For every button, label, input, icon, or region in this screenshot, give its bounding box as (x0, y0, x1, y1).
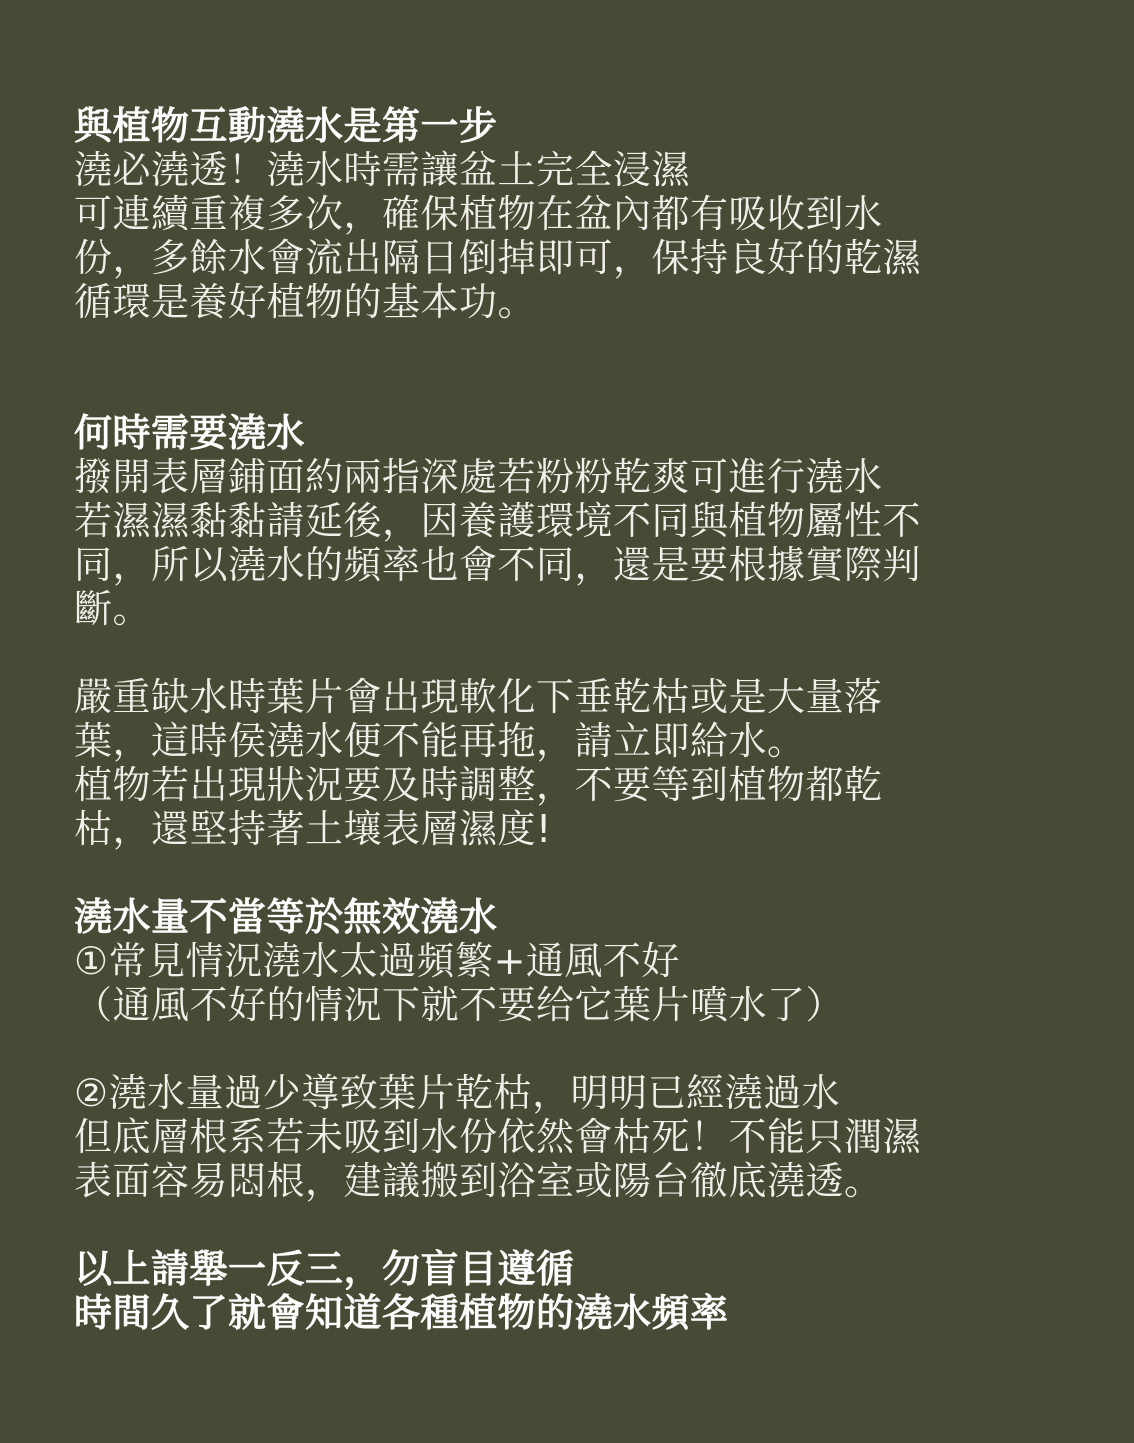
spacer (74, 1203, 1074, 1247)
paragraph-line: 但底層根系若未吸到水份依然會枯死！不能只潤濕 (74, 1115, 922, 1159)
paragraph-line: 份，多餘水會流出隔日倒掉即可，保持良好的乾濕 (74, 236, 922, 280)
paragraph-line: 可連續重複多次，確保植物在盆內都有吸收到水 (74, 192, 883, 236)
paragraph-line: 枯，還堅持著土壤表層濕度! (74, 807, 552, 851)
paragraph-line: 若濕濕黏黏請延後，因養護環境不同與植物屬性不 (74, 499, 922, 543)
paragraph-line: 循環是養好植物的基本功。 (74, 280, 537, 324)
closing-line: 以上請舉一反三，勿盲目遵循 (74, 1247, 575, 1291)
paragraph-line: （通風不好的情況下就不要给它葉片噴水了） (74, 983, 845, 1027)
paragraph-line: 撥開表層鋪面約兩指深處若粉粉乾爽可進行澆水 (74, 455, 883, 499)
closing-line: 時間久了就會知道各種植物的澆水頻率 (74, 1291, 729, 1335)
spacer (74, 1027, 1074, 1071)
watering-guide-text (74, 104, 1074, 1335)
paragraph-line: ②澆水量過少導致葉片乾枯，明明已經澆過水 (74, 1071, 841, 1115)
paragraph-line: 同，所以澆水的頻率也會不同，還是要根據實際判 (74, 543, 922, 587)
paragraph-line: 植物若出現狀況要及時調整，不要等到植物都乾 (74, 763, 883, 807)
spacer (74, 324, 1074, 411)
section-severe-dehydration (74, 675, 1074, 851)
spacer (74, 631, 1074, 675)
section-heading: 何時需要澆水 (74, 411, 306, 455)
paragraph-line: 嚴重缺水時葉片會出現軟化下垂乾枯或是大量落 (74, 675, 883, 719)
section-underwatering (74, 1071, 1074, 1203)
paragraph-line: 斷。 (74, 587, 152, 631)
paragraph-line: 表面容易悶根，建議搬到浴室或陽台徹底澆透。 (74, 1159, 883, 1203)
section-improper-watering (74, 895, 1074, 1027)
section-heading: 澆水量不當等於無效澆水 (74, 895, 498, 939)
paragraph-line: 葉，這時侯澆水便不能再拖，請立即給水。 (74, 719, 806, 763)
section-closing (74, 1247, 1074, 1335)
section-watering-first-step (74, 104, 1074, 324)
paragraph-line: 澆必澆透！澆水時需讓盆土完全浸濕 (74, 148, 691, 192)
paragraph-line: ①常見情況澆水太過頻繁+通風不好 (74, 939, 680, 983)
section-heading: 與植物互動澆水是第一步 (74, 104, 498, 148)
spacer (74, 851, 1074, 895)
section-when-to-water (74, 411, 1074, 631)
